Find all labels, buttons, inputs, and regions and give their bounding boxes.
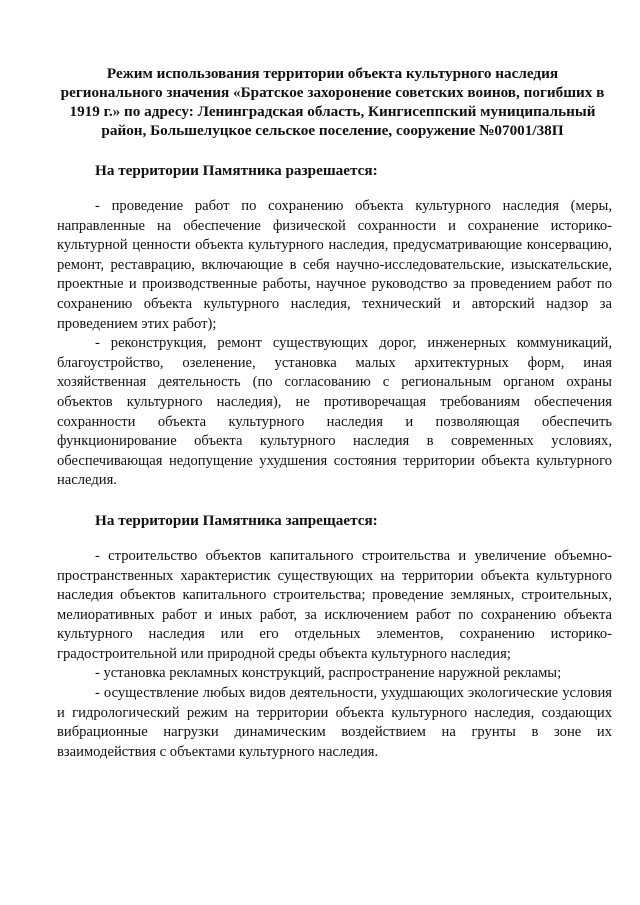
prohibited-item: - строительство объектов капитального строительства и увеличение объемно-пространственных характеристик существующих на территории объекта культурного наследия объектов капитального строительства; проведение земляных, строительных, мелиоративных работ и иных работ, за исключением работ по сохранению объекта культурного наследия или его отдельных элементов, сохранению историко-градостроительной или природной среды объекта культурного наследия; [57, 547, 612, 662]
document-title: Режим использования территории объекта культурного наследия регионального значения «Братское захоронение советских воинов, погибших в 1919 г.» по адресу: Ленинградская область, Кингисеппский муниципальный район, Большелуцкое сельское поселение, сооружение №07001/38П [60, 65, 605, 139]
allowed-heading: На территории Памятника разрешается: [95, 162, 378, 179]
allowed-item: - проведение работ по сохранению объекта культурного наследия (меры, направленные на обеспечение физической сохранности и сохранение историко-культурной ценности объекта культурного наследия, предусматривающие консервацию, ремонт, реставрацию, включающие в себя научно-исследовательские, изыскательские, проектные и производственные работы, научное руководство за проведением работ по сохранению объекта культурного наследия, технический и авторский надзор за проведением этих работ); [57, 198, 612, 332]
prohibited-heading: На территории Памятника запрещается: [95, 511, 378, 529]
prohibited-list [57, 547, 612, 763]
allowed-list [57, 197, 612, 491]
prohibited-item: - осуществление любых видов деятельности, ухудшающих экологические условия и гидрологический режим на территории объекта культурного наследия, создающих вибрационные нагрузки динамическим воздействием на грунты в зоне их взаимодействия с объектами культурного наследия. [57, 685, 612, 760]
prohibited-item: - установка рекламных конструкций, распространение наружной рекламы; [95, 665, 562, 682]
allowed-item: - реконструкция, ремонт существующих дорог, инженерных коммуникаций, благоустройство, озеленение, установка малых архитектурных форм, иная хозяйственная деятельность (по согласованию с региональным органом охраны объектов культурного наследия), не противоречащая требованиям обеспечения сохранности объекта культурного наследия и позволяющая обеспечить функционирование объекта культурного наследия в современных условиях, обеспечивающая недопущение ухудшения состояния территории объекта культурного наследия. [57, 335, 612, 489]
